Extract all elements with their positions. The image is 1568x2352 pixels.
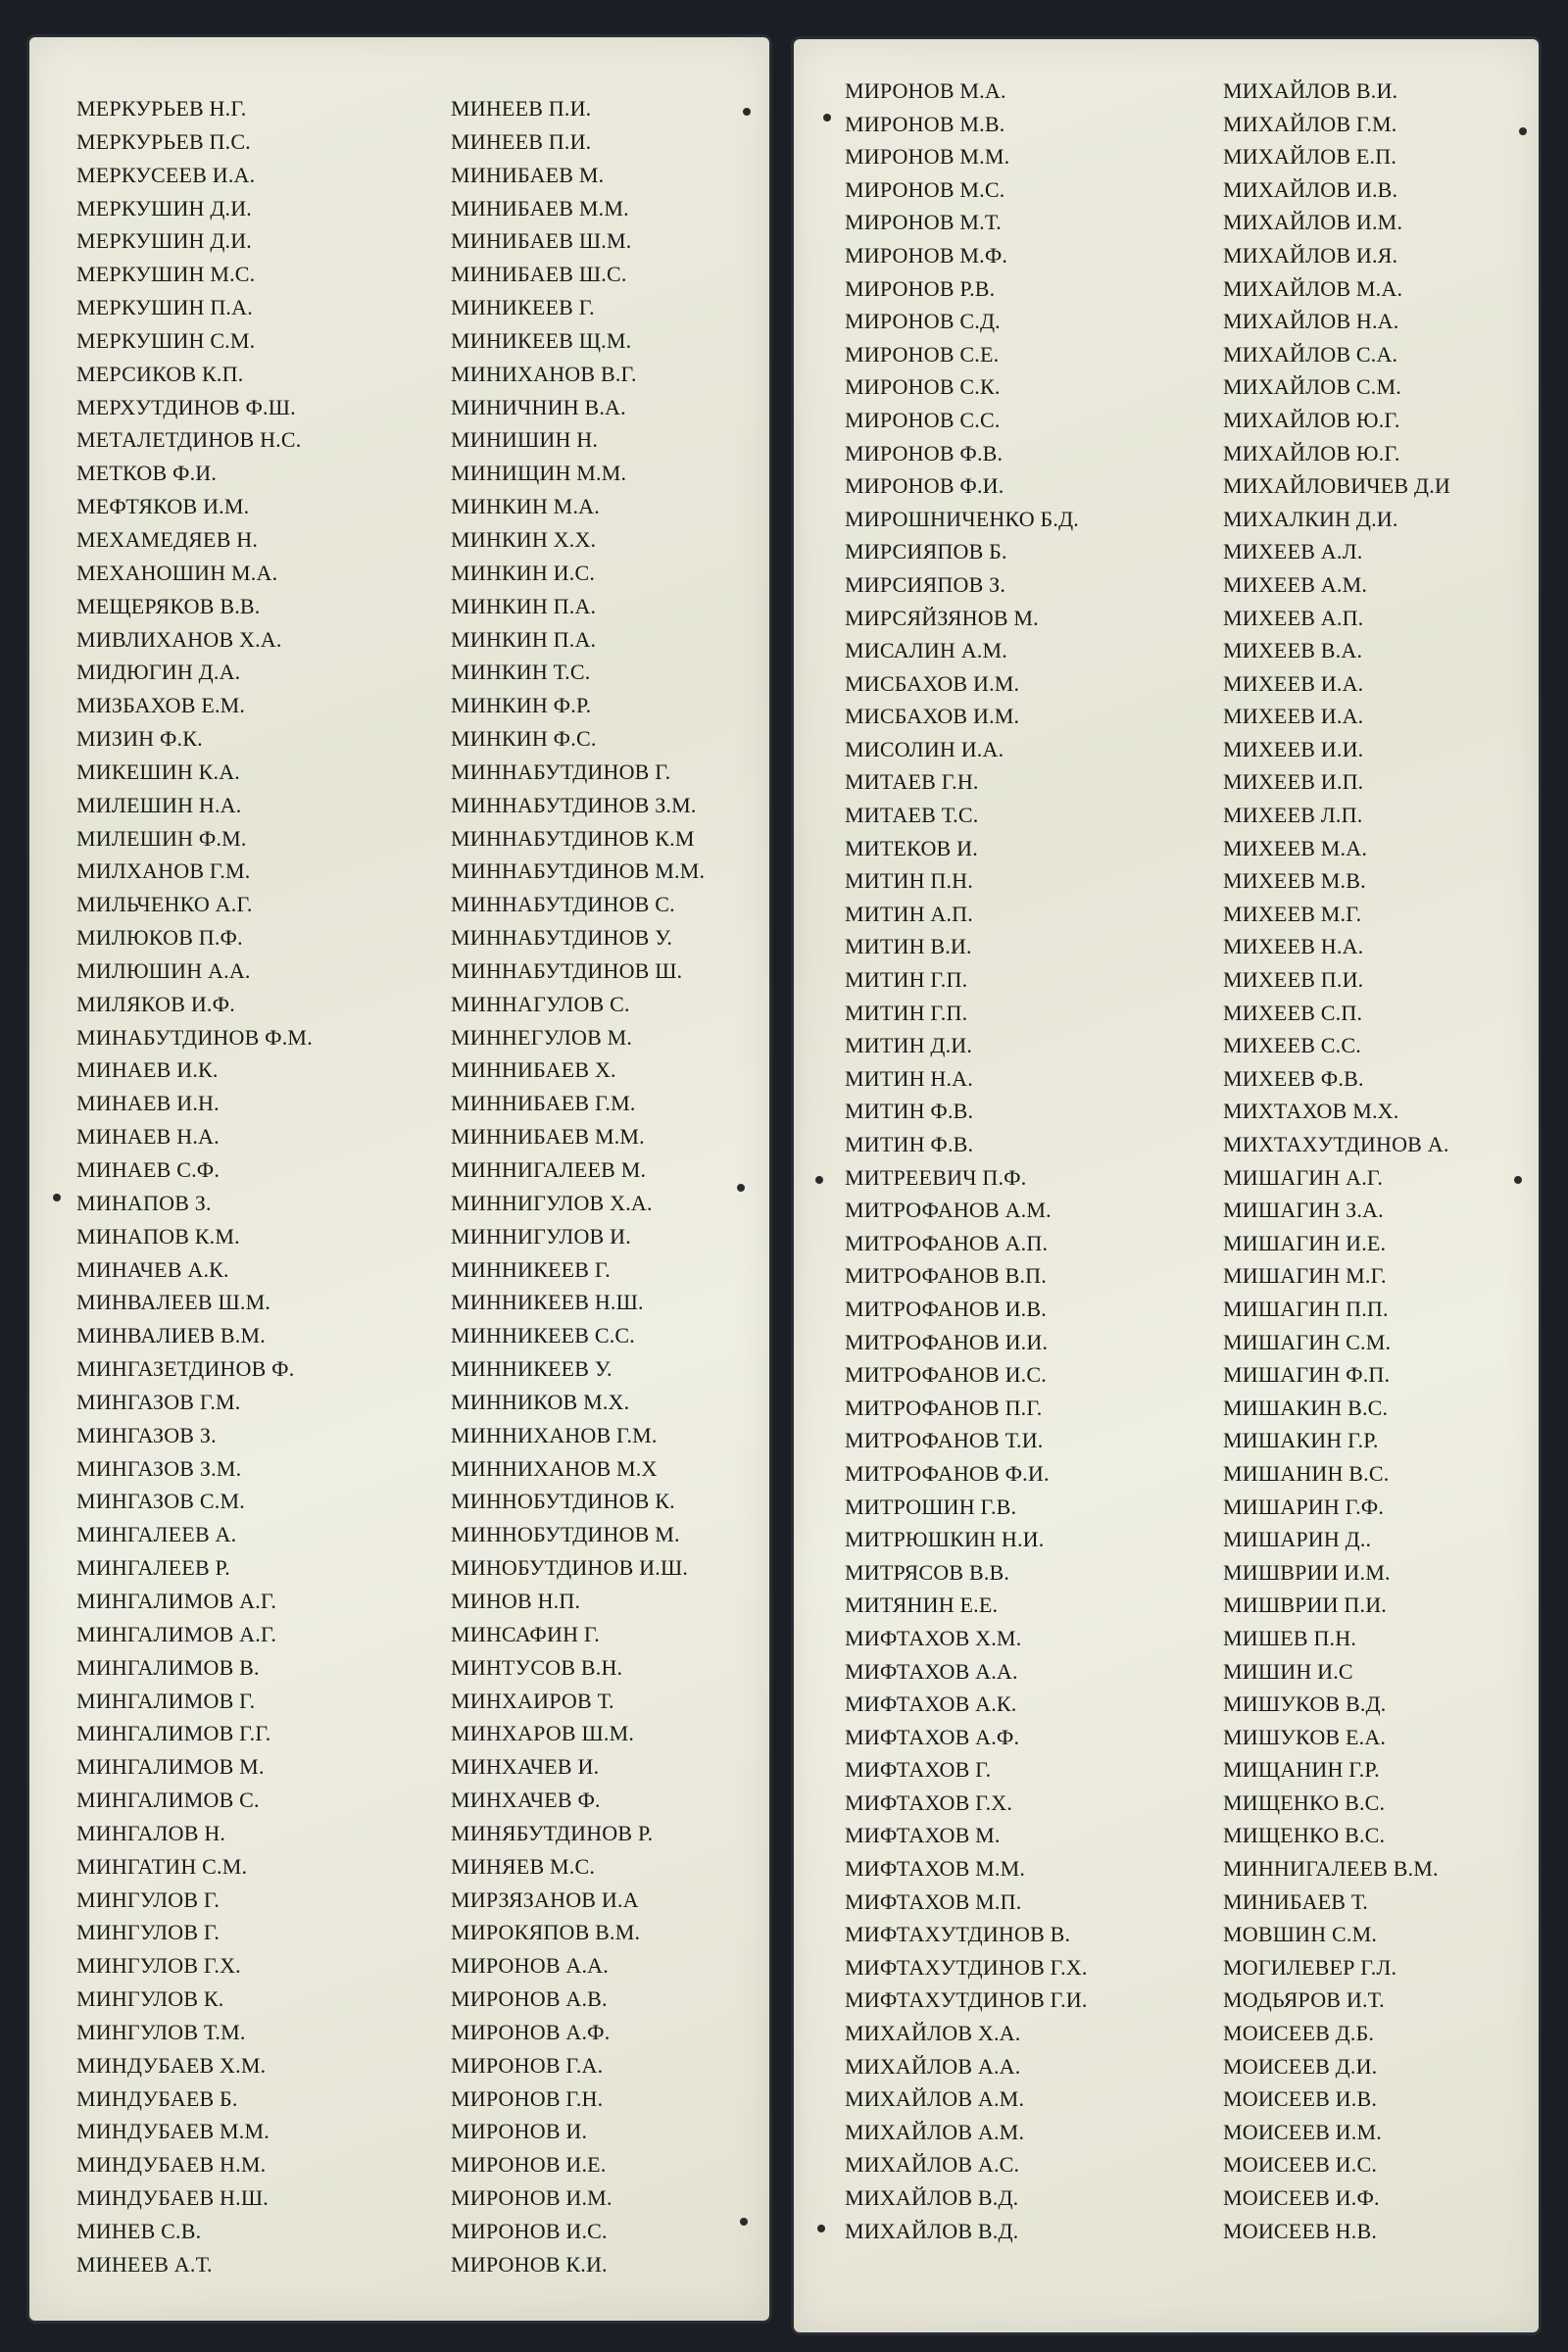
name-entry: МИШУКОВ Е.А. — [1223, 1724, 1387, 1749]
name-entry: МИШАРИН Д.. — [1223, 1527, 1372, 1552]
name-entry: МИНИБАЕВ М.М. — [451, 195, 629, 220]
name-entry: МИНГУЛОВ Т.М. — [76, 2019, 246, 2044]
name-entry: МИХАЙЛОВ В.Д. — [845, 2218, 1019, 2243]
name-entry: МИТИН Г.П. — [845, 967, 968, 993]
name-entry: МИШАГИН З.А. — [1223, 1198, 1384, 1223]
screw-icon — [817, 2225, 825, 2232]
name-entry: МИФТАХУТДИНОВ Г.Х. — [845, 1954, 1088, 1980]
name-entry: МИННИКЕЕВ С.С. — [451, 1323, 635, 1348]
name-entry: МИХЕЕВ И.А. — [1223, 704, 1364, 729]
left-plaque-column-1 — [76, 92, 313, 2281]
name-entry: МИТИН А.П. — [845, 901, 973, 926]
name-entry: МИХЕЕВ А.П. — [1223, 605, 1364, 630]
name-entry: МИХЕЕВ М.В. — [1223, 868, 1366, 894]
name-entry: МИТИН Ф.В. — [845, 1132, 974, 1156]
name-entry: МИНХАИРОВ Т. — [451, 1688, 614, 1713]
name-entry: МИРОНОВ Ф.В. — [845, 440, 1004, 466]
name-entry: МИННИБАЕВ М.М. — [451, 1124, 645, 1150]
name-entry: МИНЕВ С.В. — [76, 2219, 202, 2243]
name-entry: МИННИКЕЕВ Н.Ш. — [451, 1290, 644, 1315]
name-entry: МИШАКИН В.С. — [1223, 1395, 1389, 1420]
screw-icon — [53, 1194, 61, 1201]
name-entry: МИРОНОВ С.Е. — [845, 341, 1000, 367]
name-entry: МИНИШИН Н. — [451, 427, 599, 453]
name-entry: МИХЕЕВ И.П. — [1223, 769, 1364, 795]
name-entry: МИНИКЕЕВ Г. — [451, 295, 595, 320]
name-entry: МИШАГИН П.П. — [1223, 1296, 1389, 1321]
name-entry: МИНГАТИН С.М. — [76, 1853, 248, 1879]
name-entry: МИННОБУТДИНОВ М. — [451, 1522, 680, 1547]
name-entry: МИХАЙЛОВ А.С. — [845, 2152, 1020, 2178]
name-entry: МИНГАЛИМОВ В. — [76, 1654, 260, 1680]
name-entry: МИХАЙЛОВ И.В. — [1223, 176, 1398, 202]
name-entry: МИФТАХОВ М.П. — [845, 1888, 1022, 1914]
name-entry: МИЛЯКОВ И.Ф. — [76, 991, 235, 1016]
name-entry: МИНИЧНИН В.А. — [451, 394, 626, 419]
name-entry: МИШАГИН Ф.П. — [1223, 1362, 1391, 1388]
name-entry: МИННАБУТДИНОВ Г. — [451, 759, 671, 784]
name-entry: МИХТАХУТДИНОВ А. — [1223, 1132, 1449, 1156]
name-entry: МИННАБУТДИНОВ У. — [451, 925, 673, 951]
name-entry: МИТРОФАНОВ П.Г. — [845, 1395, 1043, 1420]
name-entry: МИННИКЕЕВ У. — [451, 1356, 612, 1382]
name-entry: МИРОШНИЧЕНКО Б.Д. — [845, 506, 1079, 531]
name-entry: МИНДУБАЕВ Н.Ш. — [76, 2185, 269, 2211]
name-entry: МИКЕШИН К.А. — [76, 759, 240, 784]
name-entry: МИРЗЯЗАНОВ И.А — [451, 1886, 639, 1912]
name-entry: МИНГУЛОВ Г. — [76, 1920, 220, 1945]
name-entry: МЕРКУСЕЕВ И.А. — [76, 162, 256, 187]
name-entry: МИХЕЕВ М.А. — [1223, 835, 1368, 860]
screw-icon — [740, 2218, 748, 2226]
name-entry: МИФТАХОВ Г.Х. — [845, 1789, 1013, 1815]
name-entry: МОИСЕЕВ Д.И. — [1223, 2053, 1378, 2079]
name-entry: МИЛЕШИН Ф.М. — [76, 825, 247, 851]
name-entry: МИФТАХОВ М.М. — [845, 1856, 1026, 1882]
name-entry: МИНАБУТДИНОВ Ф.М. — [76, 1024, 313, 1050]
name-entry: МИНКИН Т.С. — [451, 660, 591, 685]
name-entry: МИТИН Д.И. — [845, 1033, 973, 1058]
name-entry: МИНАЕВ Н.А. — [76, 1124, 220, 1150]
name-entry: МИШЕВ П.Н. — [1223, 1625, 1357, 1650]
name-entry: МИНИХАНОВ В.Г. — [451, 361, 637, 386]
name-entry: МИНХАРОВ Ш.М. — [451, 1721, 635, 1746]
name-entry: МИТРОШИН Г.В. — [845, 1494, 1017, 1519]
left-memorial-plaque — [29, 37, 769, 2321]
right-plaque-column-2 — [1223, 74, 1450, 2247]
name-entry: МИРОНОВ И. — [451, 2119, 588, 2144]
name-entry: МИХАЙЛОВИЧЕВ Д.И — [1223, 473, 1450, 499]
name-entry: МИФТАХОВ Г. — [845, 1757, 992, 1783]
name-entry: МИРСЯЙЗЯНОВ М. — [845, 605, 1039, 630]
name-entry: МИННИБАЕВ Х. — [451, 1057, 616, 1083]
name-entry: МЕФТЯКОВ И.М. — [76, 494, 250, 519]
name-entry: МИХАЙЛОВ А.А. — [845, 2053, 1021, 2079]
name-entry: МИЛЕШИН Н.А. — [76, 792, 242, 817]
name-entry: МЕРКУШИН С.М. — [76, 327, 256, 353]
name-entry: МОИСЕЕВ И.В. — [1223, 2086, 1378, 2112]
left-plaque-column-2 — [451, 92, 705, 2281]
name-entry: МИТИН П.Н. — [845, 868, 973, 894]
name-entry: МЕРКУШИН М.С. — [76, 262, 256, 287]
name-entry: МИРОНОВ М.С. — [845, 176, 1005, 202]
name-entry: МИТРОФАНОВ И.С. — [845, 1362, 1047, 1388]
name-entry: МИННИГУЛОВ Х.А. — [451, 1190, 653, 1215]
name-entry: МИТЕКОВ И. — [845, 835, 978, 860]
name-entry: МИНКИН П.А. — [451, 626, 597, 652]
name-entry: МИНСАФИН Г. — [451, 1621, 601, 1646]
name-entry: МИРСИЯПОВ Б. — [845, 539, 1007, 564]
screw-icon — [823, 114, 831, 122]
name-entry: МИХАЙЛОВ Г.М. — [1223, 111, 1397, 136]
name-entry: МИХАЙЛОВ А.М. — [845, 2119, 1025, 2144]
name-entry: МИНГАЛИМОВ М. — [76, 1754, 265, 1780]
name-entry: МИТРЕЕВИЧ П.Ф. — [845, 1164, 1027, 1190]
name-entry: МИРОНОВ И.С. — [451, 2219, 608, 2243]
name-entry: МИШИН И.С — [1223, 1658, 1353, 1684]
name-entry: МИНГАЛИМОВ А.Г. — [76, 1621, 277, 1646]
name-entry: МИШАРИН Г.Ф. — [1223, 1494, 1385, 1519]
name-entry: МИШАГИН С.М. — [1223, 1329, 1392, 1354]
name-entry: МИШАНИН В.С. — [1223, 1460, 1390, 1486]
name-entry: МИТИН Н.А. — [845, 1065, 973, 1091]
name-entry: МИХАЙЛОВ Ю.Г. — [1223, 407, 1400, 432]
name-entry: МОИСЕЕВ Д.Б. — [1223, 2021, 1375, 2046]
right-plaque-column-1 — [845, 74, 1088, 2247]
name-entry: МИШУКОВ В.Д. — [1223, 1691, 1387, 1717]
name-entry: МИННАГУЛОВ С. — [451, 991, 630, 1016]
name-entry: МОДЬЯРОВ И.Т. — [1223, 1987, 1385, 2013]
name-entry: МИНКИН И.С. — [451, 560, 596, 585]
name-entry: МИХТАХОВ М.Х. — [1223, 1099, 1399, 1124]
name-entry: МИНГАЛЕЕВ Р. — [76, 1555, 230, 1581]
name-entry: МИФТАХУТДИНОВ Г.И. — [845, 1987, 1088, 2013]
name-entry: МИРОНОВ А.В. — [451, 1986, 608, 2012]
name-entry: МИРОНОВ А.А. — [451, 1953, 609, 1979]
name-entry: МИРОНОВ К.И. — [451, 2251, 608, 2277]
name-entry: МИНЕЕВ А.Т. — [76, 2251, 213, 2277]
name-entry: МИРОНОВ М.М. — [845, 144, 1010, 170]
name-entry: МИВЛИХАНОВ Х.А. — [76, 626, 282, 652]
name-entry: МИННИКОВ М.Х. — [451, 1389, 630, 1414]
name-entry: МИЛХАНОВ Г.М. — [76, 858, 251, 884]
name-entry: МИХАЙЛОВ А.М. — [845, 2086, 1025, 2112]
name-entry: МИНКИН П.А. — [451, 593, 597, 618]
name-entry: МИТРОФАНОВ Ф.И. — [845, 1460, 1050, 1486]
name-entry: МИНХАЧЕВ И. — [451, 1754, 600, 1780]
name-entry: МИСБАХОВ И.М. — [845, 670, 1020, 696]
right-memorial-plaque — [794, 39, 1539, 2332]
name-entry: МИДЮГИН Д.А. — [76, 660, 241, 685]
name-entry: МИТЯНИН Е.Е. — [845, 1592, 999, 1618]
name-entry: МИХАЙЛОВ В.Д. — [845, 2185, 1019, 2210]
name-entry: МОГИЛЕВЕР Г.Л. — [1223, 1954, 1397, 1980]
name-entry: МИННЕГУЛОВ М. — [451, 1024, 633, 1050]
name-entry: МИШВРИИ И.М. — [1223, 1559, 1391, 1585]
name-entry: МИТРЯСОВ В.В. — [845, 1559, 1010, 1585]
name-entry: МОИСЕЕВ И.С. — [1223, 2152, 1378, 2178]
name-entry: МОИСЕЕВ Н.В. — [1223, 2218, 1378, 2243]
name-entry: МОИСЕЕВ И.М. — [1223, 2119, 1382, 2144]
name-entry: МЕТКОВ Ф.И. — [76, 461, 218, 486]
name-entry: МИНГАЛИМОВ Г.Г. — [76, 1721, 271, 1746]
name-entry: МИНГУЛОВ К. — [76, 1986, 224, 2012]
name-entry: МИРОНОВ А.Ф. — [451, 2019, 611, 2044]
name-entry: МИШАКИН Г.Р. — [1223, 1428, 1379, 1453]
name-entry: МИНХАЧЕВ Ф. — [451, 1788, 601, 1813]
name-entry: МИХЕЕВ В.А. — [1223, 638, 1363, 663]
name-entry: МИНИБАЕВ Ш.С. — [451, 262, 627, 287]
name-entry: МИННИГАЛЕЕВ В.М. — [1223, 1856, 1439, 1882]
name-entry: МИТАЕВ Г.Н. — [845, 769, 979, 795]
name-entry: МОВШИН С.М. — [1223, 1922, 1378, 1947]
name-entry: МИНИЩИН М.М. — [451, 461, 627, 486]
name-entry: МИРОНОВ И.Е. — [451, 2152, 607, 2178]
name-entry: МИТРОФАНОВ И.В. — [845, 1296, 1047, 1321]
name-entry: МИНЯБУТДИНОВ Р. — [451, 1820, 654, 1845]
name-entry: МЕЩЕРЯКОВ В.В. — [76, 593, 261, 618]
name-entry: МИНОБУТДИНОВ И.Ш. — [451, 1555, 689, 1581]
name-entry: МОИСЕЕВ И.Ф. — [1223, 2185, 1380, 2210]
name-entry: МИНГАЛЕЕВ А. — [76, 1522, 237, 1547]
name-entry: МЕРХУТДИНОВ Ф.Ш. — [76, 394, 296, 419]
name-entry: МИХАЙЛОВ И.Я. — [1223, 242, 1398, 268]
name-entry: МИНИБАЕВ Ш.М. — [451, 228, 632, 254]
name-entry: МИНАЕВ С.Ф. — [76, 1157, 220, 1182]
name-entry: МИТРЮШКИН Н.И. — [845, 1527, 1045, 1552]
name-entry: МИНДУБАЕВ Х.М. — [76, 2052, 267, 2078]
name-entry: МИХАЙЛОВ Х.А. — [845, 2021, 1021, 2046]
name-entry: МИНДУБАЕВ Б. — [76, 2085, 238, 2111]
name-entry: МИННИХАНОВ Г.М. — [451, 1422, 658, 1447]
name-entry: МИННИБАЕВ Г.М. — [451, 1091, 636, 1116]
screw-icon — [1519, 127, 1527, 135]
name-entry: МИШАГИН А.Г. — [1223, 1164, 1384, 1190]
name-entry: МИНГАЛИМОВ С. — [76, 1788, 260, 1813]
name-entry: МИХАЙЛОВ С.А. — [1223, 341, 1398, 367]
name-entry: МИРОНОВ С.С. — [845, 407, 1001, 432]
name-entry: МИНАПОВ З. — [76, 1190, 212, 1215]
name-entry: МИНОВ Н.П. — [451, 1588, 581, 1613]
name-entry: МИЛЬЧЕНКО А.Г. — [76, 892, 253, 917]
screw-icon — [743, 108, 751, 116]
name-entry: МИХЕЕВ Н.А. — [1223, 934, 1364, 959]
name-entry: МИРОНОВ С.К. — [845, 374, 1001, 400]
name-entry: МИНКИН Ф.С. — [451, 726, 597, 752]
name-entry: МИРОНОВ Г.А. — [451, 2052, 604, 2078]
name-entry: МИХЕЕВ С.С. — [1223, 1033, 1361, 1058]
name-entry: МИНДУБАЕВ М.М. — [76, 2119, 270, 2144]
name-entry: МИНАЕВ И.К. — [76, 1057, 219, 1083]
name-entry: МИРОНОВ М.В. — [845, 111, 1005, 136]
name-entry: МИФТАХОВ А.К. — [845, 1691, 1017, 1717]
name-entry: МИНГАЛИМОВ А.Г. — [76, 1588, 277, 1613]
name-entry: МЕРКУШИН П.А. — [76, 295, 253, 320]
name-entry: МИХАЛКИН Д.И. — [1223, 506, 1398, 531]
name-entry: МИФТАХОВ М. — [845, 1823, 1001, 1848]
name-entry: МИЩАНИН Г.Р. — [1223, 1757, 1380, 1783]
name-entry: МИФТАХОВ Х.М. — [845, 1625, 1022, 1650]
name-entry: МИРОНОВ И.М. — [451, 2185, 612, 2211]
name-entry: МИНИКЕЕВ Щ.М. — [451, 327, 632, 353]
name-entry: МИННИГУЛОВ И. — [451, 1223, 631, 1249]
name-entry: МИХЕЕВ П.И. — [1223, 967, 1364, 993]
name-entry: МИТИН Г.П. — [845, 1000, 968, 1025]
name-entry: МИННИГАЛЕЕВ М. — [451, 1157, 647, 1182]
name-entry: МИНКИН Х.Х. — [451, 526, 597, 552]
name-entry: МИНГАЛИМОВ Г. — [76, 1688, 256, 1713]
name-entry: МИНГАЗОВ Г.М. — [76, 1389, 241, 1414]
name-entry: МИНКИН Ф.Р. — [451, 693, 592, 718]
name-entry: МИННАБУТДИНОВ С. — [451, 892, 675, 917]
name-entry: МИТРОФАНОВ А.М. — [845, 1198, 1052, 1223]
name-entry: МИНГАЛОВ Н. — [76, 1820, 226, 1845]
name-entry: МИНГУЛОВ Г. — [76, 1886, 220, 1912]
name-entry: МИТРОФАНОВ А.П. — [845, 1230, 1049, 1255]
name-entry: МИХАЙЛОВ Е.П. — [1223, 144, 1397, 170]
name-entry: МИФТАХОВ А.А. — [845, 1658, 1018, 1684]
name-entry: МИШВРИИ П.И. — [1223, 1592, 1388, 1618]
name-entry: МЕХАНОШИН М.А. — [76, 560, 278, 585]
name-entry: МИХАЙЛОВ В.И. — [1223, 78, 1398, 103]
name-entry: МЕРКУРЬЕВ Н.Г. — [76, 96, 247, 121]
name-entry: МИСОЛИН И.А. — [845, 736, 1004, 761]
screw-icon — [815, 1176, 823, 1184]
name-entry: МИННИХАНОВ М.Х — [451, 1455, 658, 1481]
name-entry: МИЩЕНКО В.С. — [1223, 1789, 1386, 1815]
name-entry: МИХАЙЛОВ Ю.Г. — [1223, 440, 1400, 466]
name-entry: МИХЕЕВ Ф.В. — [1223, 1065, 1364, 1091]
name-entry: МИХАЙЛОВ С.М. — [1223, 374, 1401, 400]
name-entry: МИРОНОВ М.А. — [845, 78, 1006, 103]
name-entry: МИНИБАЕВ М. — [451, 162, 605, 187]
name-entry: МИРСИЯПОВ З. — [845, 571, 1006, 597]
name-entry: МИТАЕВ Т.С. — [845, 803, 979, 828]
name-entry: МИХЕЕВ А.М. — [1223, 571, 1368, 597]
name-entry: МИРОНОВ М.Ф. — [845, 242, 1008, 268]
screw-icon — [737, 1184, 745, 1192]
name-entry: МИХЕЕВ И.А. — [1223, 670, 1364, 696]
name-entry: МИНЕЕВ П.И. — [451, 96, 592, 121]
name-entry: МИНИБАЕВ Т. — [1223, 1888, 1369, 1914]
name-entry: МИРОНОВ Ф.И. — [845, 473, 1004, 499]
name-entry: МИХАЙЛОВ И.М. — [1223, 210, 1403, 235]
name-entry: МИЩЕНКО В.С. — [1223, 1823, 1386, 1848]
name-entry: МЕРКУШИН Д.И. — [76, 228, 253, 254]
name-entry: МИЗИН Ф.К. — [76, 726, 203, 752]
name-entry: МЕТАЛЕТДИНОВ Н.С. — [76, 427, 302, 453]
name-entry: МИШАГИН И.Е. — [1223, 1230, 1387, 1255]
name-entry: МИРОКЯПОВ В.М. — [451, 1920, 641, 1945]
name-entry: МИРОНОВ Г.Н. — [451, 2085, 604, 2111]
name-entry: МИНАЕВ И.Н. — [76, 1091, 220, 1116]
name-entry: МИНГАЗОВ С.М. — [76, 1489, 245, 1514]
name-entry: МЕХАМЕДЯЕВ Н. — [76, 526, 259, 552]
name-entry: МЕРСИКОВ К.П. — [76, 361, 244, 386]
name-entry: МИРОНОВ М.Т. — [845, 210, 1002, 235]
name-entry: МИНГУЛОВ Г.Х. — [76, 1953, 241, 1979]
name-entry: МИНГАЗОВ З. — [76, 1422, 217, 1447]
name-entry: МИШАГИН М.Г. — [1223, 1263, 1387, 1289]
name-entry: МИРОНОВ Р.В. — [845, 275, 996, 301]
name-entry: МИНАПОВ К.М. — [76, 1223, 240, 1249]
name-entry: МЕРКУШИН Д.И. — [76, 195, 253, 220]
name-entry: МИНВАЛЕЕВ Ш.М. — [76, 1290, 271, 1315]
name-entry: МИННАБУТДИНОВ М.М. — [451, 858, 706, 884]
name-entry: МИЛЮКОВ П.Ф. — [76, 925, 243, 951]
name-entry: МИНГАЗЕТДИНОВ Ф. — [76, 1356, 295, 1382]
name-entry: МИТИН В.И. — [845, 934, 972, 959]
name-entry: МИСАЛИН А.М. — [845, 638, 1007, 663]
name-entry: МИННИКЕЕВ Г. — [451, 1256, 611, 1282]
name-entry: МИХЕЕВ С.П. — [1223, 1000, 1363, 1025]
name-entry: МИННАБУТДИНОВ К.М — [451, 825, 695, 851]
name-entry: МИНЕЕВ П.И. — [451, 128, 592, 154]
name-entry: МИЛЮШИН А.А. — [76, 957, 251, 983]
name-entry: МИФТАХУТДИНОВ В. — [845, 1922, 1071, 1947]
name-entry: МИХЕЕВ М.Г. — [1223, 901, 1362, 926]
name-entry: МИННАБУТДИНОВ З.М. — [451, 792, 697, 817]
name-entry: МИХАЙЛОВ Н.А. — [1223, 309, 1399, 334]
name-entry: МИСБАХОВ И.М. — [845, 704, 1020, 729]
name-entry: МИХЕЕВ А.Л. — [1223, 539, 1363, 564]
name-entry: МИТРОФАНОВ В.П. — [845, 1263, 1047, 1289]
name-entry: МИХЕЕВ И.И. — [1223, 736, 1364, 761]
name-entry: МИФТАХОВ А.Ф. — [845, 1724, 1020, 1749]
name-entry: МИНДУБАЕВ Н.М. — [76, 2152, 267, 2178]
name-entry: МИННОБУТДИНОВ К. — [451, 1489, 675, 1514]
name-entry: МИНКИН М.А. — [451, 494, 600, 519]
name-entry: МЕРКУРЬЕВ П.С. — [76, 128, 251, 154]
name-entry: МИТРОФАНОВ Т.И. — [845, 1428, 1044, 1453]
name-entry: МИНЯЕВ М.С. — [451, 1853, 596, 1879]
name-entry: МИРОНОВ С.Д. — [845, 309, 1001, 334]
name-entry: МИННАБУТДИНОВ Ш. — [451, 957, 683, 983]
name-entry: МИНВАЛИЕВ В.М. — [76, 1323, 266, 1348]
name-entry: МИЗБАХОВ Е.М. — [76, 693, 246, 718]
name-entry: МИНТУСОВ В.Н. — [451, 1654, 623, 1680]
name-entry: МИНАЧЕВ А.К. — [76, 1256, 229, 1282]
name-entry: МИНГАЗОВ З.М. — [76, 1455, 242, 1481]
name-entry: МИХАЙЛОВ М.А. — [1223, 275, 1403, 301]
name-entry: МИТИН Ф.В. — [845, 1099, 974, 1124]
screw-icon — [1514, 1176, 1522, 1184]
name-entry: МИХЕЕВ Л.П. — [1223, 803, 1363, 828]
name-entry: МИТРОФАНОВ И.И. — [845, 1329, 1049, 1354]
